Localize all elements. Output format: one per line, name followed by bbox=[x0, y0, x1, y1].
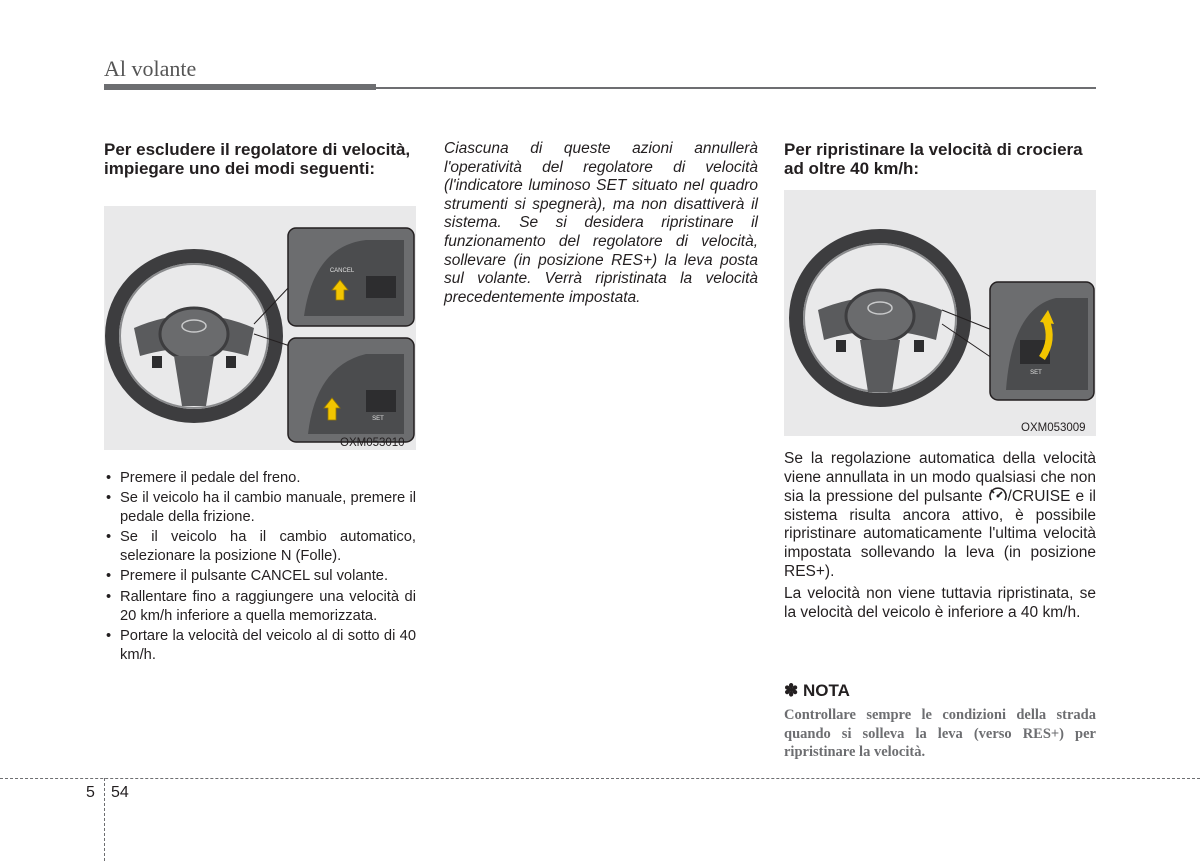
figure-code: OXM053009 bbox=[1021, 422, 1086, 434]
steering-wheel-icon bbox=[112, 256, 276, 416]
footer-rule bbox=[0, 778, 1200, 779]
list-item: • Premere il pulsante CANCEL sul volante. bbox=[104, 567, 416, 586]
figure-code: OXM053010 bbox=[340, 437, 405, 449]
resume-paragraph-1-end: /CRUISE e il sistema risulta ancora attivo, è possibile ripristinare automaticamente l'ultima velocità impostata sollevando la leva (in posizione RES+). bbox=[784, 488, 1096, 580]
cruise-icon bbox=[988, 487, 1008, 503]
column-right bbox=[784, 140, 1098, 178]
resume-heading: Per ripristinare la velocità di crociera ad oltre 40 km/h: bbox=[784, 140, 1083, 178]
cancel-heading: Per escludere il regolatore di velocità, impiegare uno dei modi seguenti: bbox=[104, 140, 411, 178]
steering-wheel-cancel-illustration bbox=[104, 206, 416, 450]
list-item: • Premere il pedale del freno. bbox=[104, 469, 416, 488]
resume-paragraph-1-start: Se la regolazione automatica della velocità viene annullata in un modo qualsiasi che non sia la pressione del pulsante bbox=[784, 450, 1096, 506]
chapter-number: 5 bbox=[86, 784, 95, 801]
footer-vertical-rule bbox=[104, 778, 105, 861]
steering-wheel-icon bbox=[796, 236, 964, 400]
column-middle bbox=[444, 140, 758, 307]
resume-paragraph-1 bbox=[784, 450, 1096, 581]
list-item: • Portare la velocità del veicolo al di sotto di 40 km/h. bbox=[104, 627, 416, 665]
steering-wheel-figure-resume bbox=[784, 190, 1096, 436]
cancel-button-detail-bottom bbox=[288, 338, 414, 442]
steering-wheel-resume-illustration bbox=[784, 190, 1096, 436]
column-left bbox=[104, 140, 418, 178]
res-lever-detail bbox=[990, 282, 1094, 400]
resume-paragraphs bbox=[784, 450, 1096, 622]
list-item: • Rallentare fino a raggiungere una velocità di 20 km/h inferiore a quella memorizzata. bbox=[104, 588, 416, 626]
figure-label-set: SET bbox=[1030, 370, 1042, 376]
list-item: • Se il veicolo ha il cambio manuale, premere il pedale della frizione. bbox=[104, 489, 416, 527]
figure-label-set-bottom: SET bbox=[372, 416, 384, 422]
header-rule-thick bbox=[104, 84, 376, 90]
cancel-effect-paragraph: Ciascuna di queste azioni annullerà l'operatività del regolatore di velocità (l'indicatore luminoso SET situato nel quadro strumenti si spegnerà), ma non disattiverà il sistema. Se si desidera ripristinare il funzionamento del regolatore di velocità, sollevare (in posizione RES+) la leva posta sul volante. Verrà ripristinata la velocità precedentemente impostata. bbox=[444, 140, 758, 306]
cancel-button-detail-top bbox=[288, 228, 414, 326]
note-body: Controllare sempre le condizioni della strada quando si solleva la leva (verso RES+) per ripristinare la velocità. bbox=[784, 707, 1096, 761]
steering-wheel-figure-cancel bbox=[104, 206, 416, 450]
note-title: ✽ NOTA bbox=[784, 681, 850, 700]
section-title: Al volante bbox=[104, 56, 197, 81]
list-item: • Se il veicolo ha il cambio automatico, selezionare la posizione N (Folle). bbox=[104, 528, 416, 566]
figure-label-cancel-top: CANCEL bbox=[329, 268, 355, 274]
cancel-methods-list bbox=[104, 469, 416, 666]
resume-paragraph-2: La velocità non viene tuttavia ripristinata, se la velocità del veicolo è inferiore a 40 km/h. bbox=[784, 585, 1096, 621]
header-rule-thin bbox=[376, 87, 1096, 89]
page-number: 54 bbox=[111, 784, 129, 801]
